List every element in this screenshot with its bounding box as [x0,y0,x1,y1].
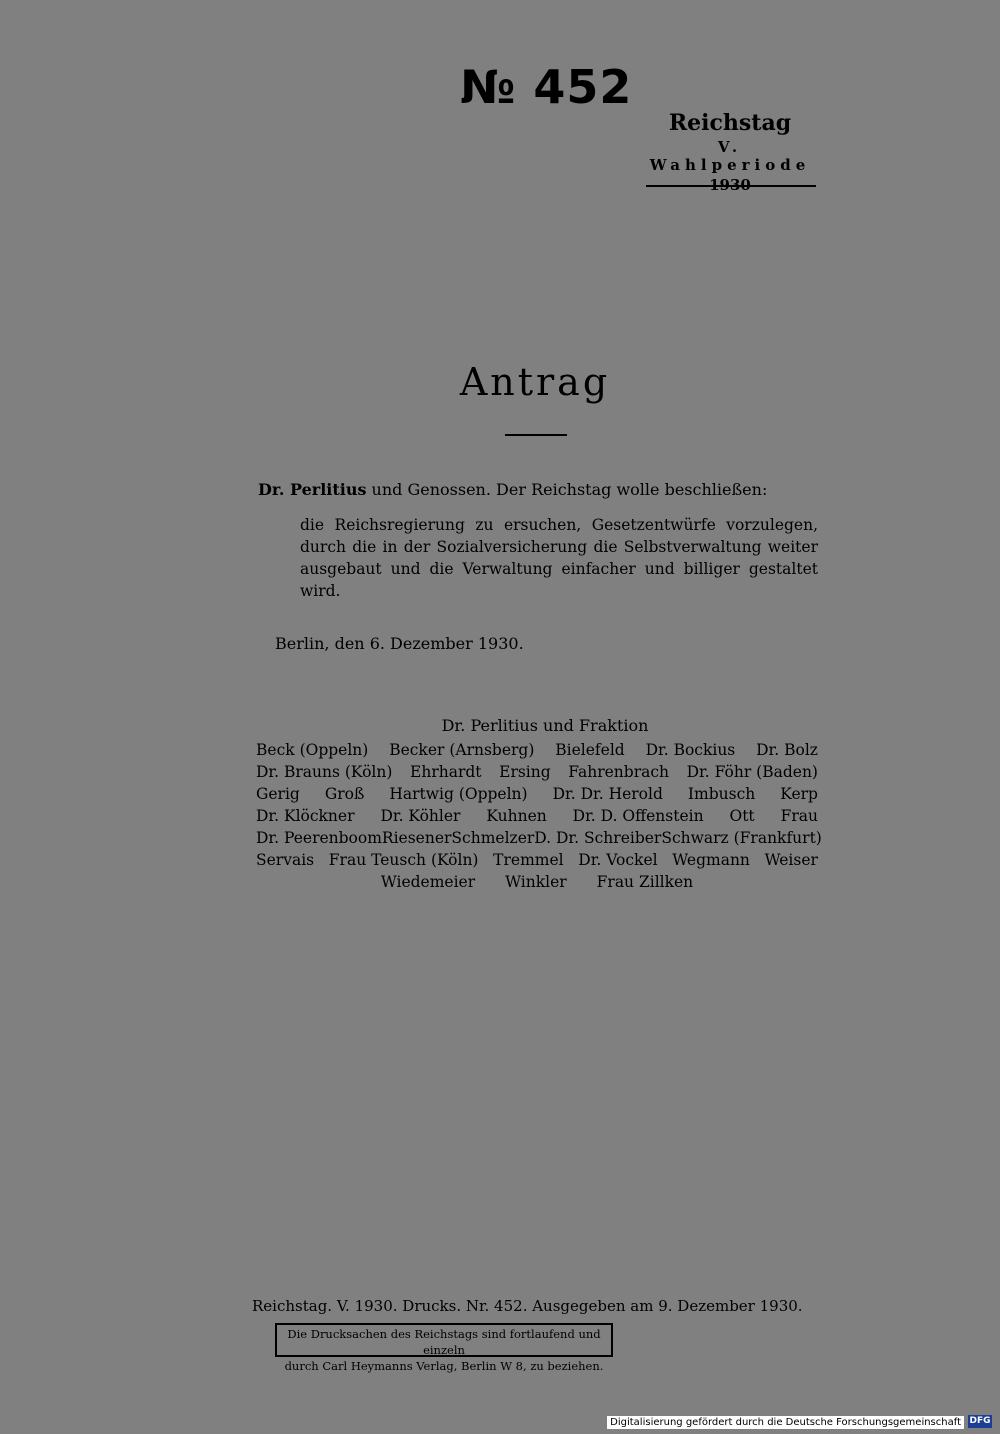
signatory-name: Frau [780,807,818,825]
signatory-line [256,851,818,869]
signatory-name: Frau Teusch (Köln) [328,851,479,869]
wahlperiode: V. Wahlperiode [649,138,811,174]
intro-line [258,480,818,499]
signatory-name: Becker (Arnsberg) [389,741,535,759]
footer-line: Reichstag. V. 1930. Drucks. Nr. 452. Ausgegeben am 9. Dezember 1930. [252,1297,803,1315]
signatory-name: Schwarz (Frankfurt) [661,829,822,847]
signatory-name: Kuhnen [486,807,547,825]
signatory-line [256,807,818,825]
signatory-name: Dr. Klöckner [256,807,355,825]
dfg-logo-icon: DFG [969,1416,991,1426]
author-name: Dr. Perlitius [258,480,367,499]
intro-text: und Genossen. Der Reichstag wolle beschließen: [366,480,768,499]
footer-notice-line-1: Die Drucksachen des Reichstags sind fortlaufend und einzeln [287,1327,601,1357]
signatory-line [256,763,818,781]
footer-notice-line-2: durch Carl Heymanns Verlag, Berlin W 8, zu beziehen. [284,1359,604,1373]
signatory-name: Schmelzer [451,829,535,847]
signatory-name: Dr. Peerenboom [256,829,382,847]
signatory-line [256,741,818,759]
signatories-heading: Dr. Perlitius und Fraktion [441,716,649,735]
place-date: Berlin, den 6. Dezember 1930. [275,634,524,653]
signatory-name: Beck (Oppeln) [256,741,369,759]
signatory-name: Wiedemeier [380,873,476,891]
signatory-line [256,829,822,847]
signatory-name: Dr. Föhr (Baden) [686,763,818,781]
digitization-credit: Digitalisierung gefördert durch die Deutsche Forschungsgemeinschaft [607,1416,964,1429]
signatory-name: Weiser [764,851,818,869]
signatory-name: Ott [729,807,755,825]
signatory-name: Dr. Dr. Herold [552,785,663,803]
signatory-name: Dr. Vockel [578,851,658,869]
signatory-name: Ersing [499,763,551,781]
header-year: 1930 [709,176,751,194]
signatory-name: D. Dr. Schreiber [534,829,662,847]
signatory-name: Hartwig (Oppeln) [389,785,528,803]
signatory-name: Riesener [381,829,452,847]
signatory-name: Bielefeld [555,741,625,759]
motion-text: die Reichsregierung zu ersuchen, Gesetzentwürfe vorzulegen, durch die in der Sozialversicherung die Selbstverwaltung weiter ausgebaut und die Verwaltung einfacher und billiger gestaltet wird. [300,516,818,600]
reichstag-header [640,110,820,194]
signatory-name: Servais [256,851,315,869]
signatory-name: Frau Zillken [596,873,694,891]
footer-notice-box [275,1323,613,1373]
header-rule [646,185,816,187]
signatory-name: Dr. D. Offenstein [572,807,704,825]
reichstag-title: Reichstag [668,110,792,136]
signatory-name: Dr. Bolz [756,741,818,759]
signatory-line [256,873,818,891]
signatory-line [256,785,818,803]
page-title: Antrag [459,360,611,404]
signatory-name: Winkler [505,873,567,891]
title-rule [505,434,567,436]
document-number: № 452 [460,60,633,114]
signatory-name: Dr. Köhler [380,807,461,825]
signatory-name: Groß [324,785,365,803]
signatory-name: Gerig [256,785,300,803]
signatory-name: Kerp [780,785,818,803]
signatory-name: Dr. Brauns (Köln) [256,763,393,781]
signatory-name: Dr. Bockius [645,741,736,759]
signatory-name: Wegmann [672,851,750,869]
signatory-name: Ehrhardt [410,763,482,781]
signatory-name: Tremmel [493,851,564,869]
signatory-name: Fahrenbrach [568,763,670,781]
signatory-name: Imbusch [687,785,756,803]
